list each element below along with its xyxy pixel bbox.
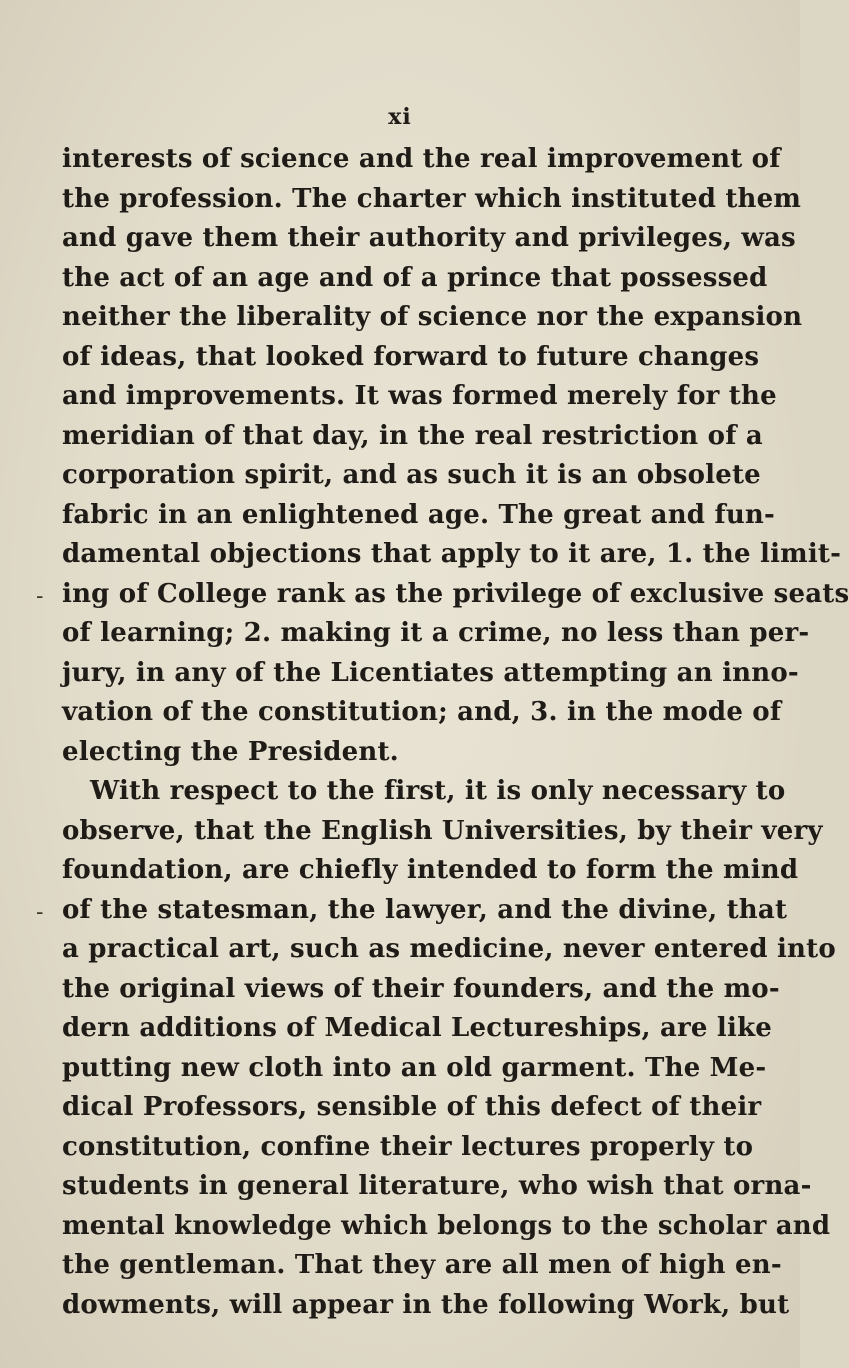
text-line bbox=[62, 1325, 724, 1365]
text-line: putting new cloth into an old garment. The Me- bbox=[62, 1052, 767, 1083]
text-line: students in general literature, who wish that orna- bbox=[62, 1171, 812, 1201]
text-line: ing of College rank as the privilege of exclusive seats bbox=[62, 578, 849, 609]
text-line: corporation spirit, and as such it is an obsolete bbox=[62, 460, 761, 490]
text-line: of the statesman, the lawyer, and the divine, that bbox=[62, 894, 788, 925]
margin-mark: - bbox=[36, 584, 44, 609]
text-line: dical Professors, sensible of this defect of their bbox=[62, 1092, 762, 1122]
text-line: vation of the constitution; and, 3. in the mode of bbox=[62, 697, 782, 727]
body-text bbox=[62, 140, 849, 1365]
text-line: the gentleman. That they are all men of high en- bbox=[62, 1250, 782, 1280]
text-line: dern additions of Medical Lectureships, are like bbox=[62, 1013, 773, 1043]
text-line: damental objections that apply to it are, 1. the limit- bbox=[62, 539, 842, 569]
text-line: With respect to the first, it is only necessary to bbox=[90, 776, 786, 806]
text-line: of ideas, that looked forward to future changes bbox=[62, 341, 760, 372]
text-line: the act of an age and of a prince that possessed bbox=[62, 262, 768, 293]
text-line: the profession. The charter which instituted them bbox=[62, 183, 802, 214]
text-line: the original views of their founders, and the mo- bbox=[62, 973, 780, 1004]
text-line: electing the President. bbox=[62, 736, 399, 767]
text-line: a practical art, such as medicine, never entered into bbox=[62, 934, 836, 964]
text-line: and gave them their authority and privileges, was bbox=[62, 223, 796, 253]
text-line: dowments, will appear in the following Work, but bbox=[62, 1289, 790, 1320]
text-line: constitution, confine their lectures properly to bbox=[62, 1131, 754, 1162]
text-line: of learning; 2. making it a crime, no less than per- bbox=[62, 618, 810, 648]
page-number: xi bbox=[388, 104, 412, 130]
text-line: fabric in an enlightened age. The great and fun- bbox=[62, 499, 776, 530]
margin-mark: - bbox=[36, 900, 44, 925]
text-line: and improvements. It was formed merely for the bbox=[62, 381, 777, 411]
text-line: observe, that the English Universities, by their very bbox=[62, 815, 823, 846]
text-line: meridian of that day, in the real restriction of a bbox=[62, 420, 763, 451]
text-line: mental knowledge which belongs to the scholar and bbox=[62, 1210, 831, 1241]
text-line: neither the liberality of science nor the expansion bbox=[62, 302, 803, 332]
text-line: interests of science and the real improvement of bbox=[62, 144, 781, 174]
text-line: jury, in any of the Licentiates attempting an inno- bbox=[62, 657, 799, 688]
text-line: foundation, are chiefly intended to form the mind bbox=[62, 855, 799, 885]
